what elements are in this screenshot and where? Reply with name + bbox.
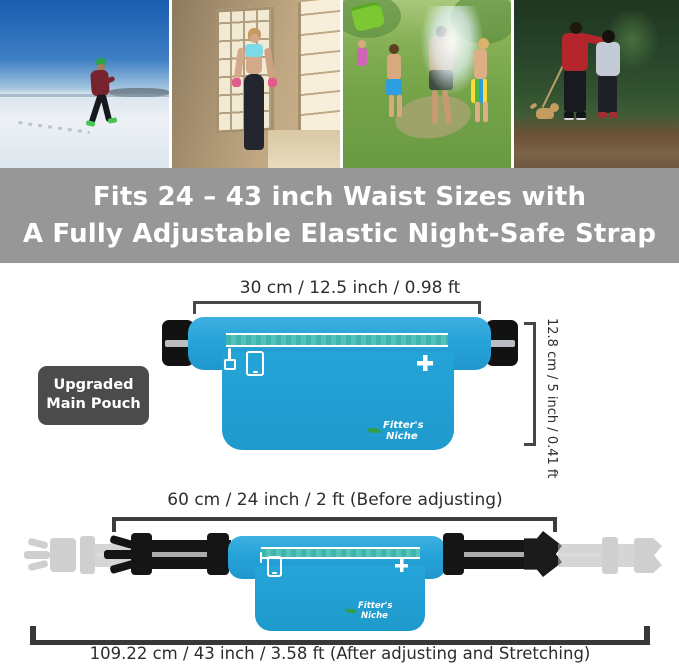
photo-gym-workout [172,0,340,168]
strap-adjuster [207,533,229,575]
photo-winter-running [0,0,169,168]
buckle-female [524,531,562,577]
after-adjusting-label: 109.22 cm / 43 inch / 3.58 ft (After adjusting and Stretching) [89,644,591,663]
ghost-strap [618,544,634,567]
before-adjusting-bracket [112,517,557,532]
height-dimension-bracket [524,322,536,446]
snow-sky-background [0,0,169,168]
woman-shoe [598,112,607,118]
boy-head [478,38,489,49]
boy-head [389,44,399,54]
ghost-strap-adjuster [602,537,618,574]
woman-head [602,30,615,43]
dumbbell [232,78,241,87]
plus-icon [417,355,433,371]
man-shoe [576,112,586,120]
heading-band [0,168,679,263]
man-pants [564,70,586,112]
gym-floor [268,130,340,168]
strap-adjuster [443,533,464,575]
before-adjusting-label: 60 cm / 24 inch / 2 ft (Before adjusting) [167,490,503,510]
buckle-prong [104,550,134,559]
upgraded-main-pouch-badge [38,366,149,425]
dog-head [550,103,559,112]
clip-reflective-stripe [489,340,515,347]
dumbbell [268,78,277,87]
after-adjusting-bracket [30,626,650,645]
zipper [261,547,420,559]
girl-head [358,40,366,48]
photo-family-water-play [343,0,511,168]
ghost-buckle-prong [27,560,48,572]
ghost-strap-end [634,538,662,573]
width-dimension-label: 30 cm / 12.5 inch / 0.98 ft [239,278,461,298]
badge-line-2: Main Pouch [46,396,141,412]
boy-leg [389,95,394,117]
phone-icon [267,556,282,577]
plus-icon [395,559,408,572]
woman-denim-jacket [596,42,620,76]
woman-sports-bra [245,44,263,57]
brand-name-line2: Niche [361,611,388,621]
boy-leg [483,102,488,122]
boy-striped-shorts [471,79,488,103]
boy-torso [474,49,487,79]
zipper [226,333,448,347]
width-dimension-bracket [193,301,481,314]
ghost-buckle-prong [27,538,48,550]
boy-leg [397,95,402,117]
woman-shoe [609,112,618,118]
brand-name-line2: Niche [386,431,418,442]
ghost-strap-adjuster [80,536,95,574]
zipper-pull [260,552,262,563]
man-leg [432,90,438,124]
phone-icon [246,351,264,376]
boy-torso [387,54,401,80]
ghost-strap-stripe [560,553,600,557]
boy-leg [475,102,480,122]
strap-adjuster [131,533,152,575]
woman-pants [598,75,617,113]
ghost-buckle-prong [24,551,50,559]
badge-line-1: Upgraded [53,377,134,394]
heading-line-2: A Fully Adjustable Elastic Night-Safe Strap [22,218,657,249]
woman-leggings [244,74,264,150]
photo-family-dog-walk [514,0,679,168]
horizon-line [0,94,169,97]
brand-name-line1: Fitter's [383,420,424,431]
zipper-tab [224,359,236,370]
boy-shorts [386,79,402,95]
height-dimension-label: 12.8 cm / 5 inch / 0.41 ft [544,318,559,479]
ghost-buckle-body [50,538,76,572]
brand-name-line1: Fitter's [358,601,393,611]
heading-line-1: Fits 24 – 43 inch Waist Sizes with [92,182,587,212]
man-shoe [564,112,574,120]
woman-face [250,34,259,43]
girl-top [357,48,367,66]
man-head [570,22,582,34]
